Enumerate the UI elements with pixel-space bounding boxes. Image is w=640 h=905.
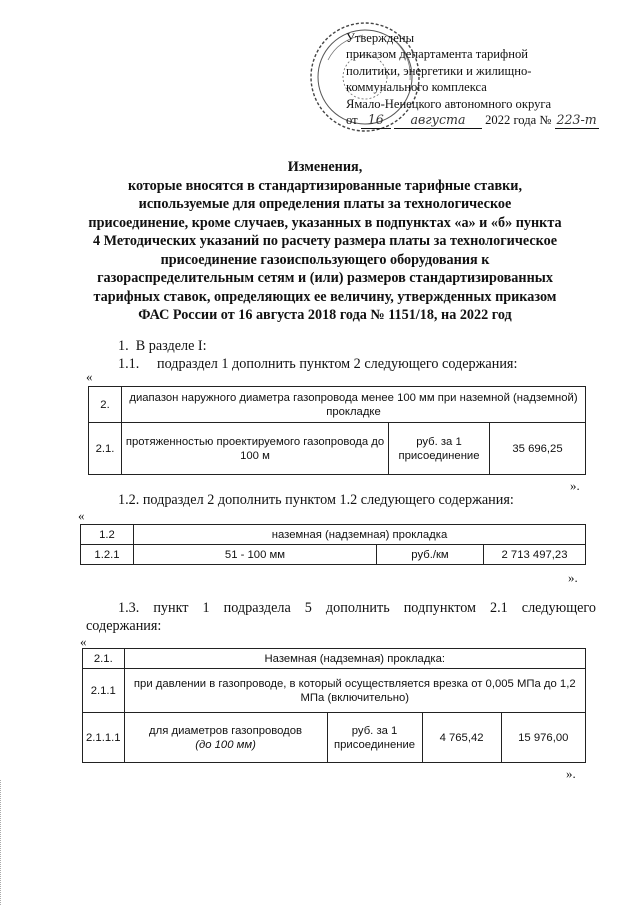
approval-line-3: политики, энергетики и жилищно- [346,63,532,78]
title-line: Изменения, [287,159,363,175]
table-cell-unit: руб. за 1 присоединение [327,713,422,763]
table-row [81,525,586,545]
approval-block [346,30,636,129]
scan-edge-divider [0,780,1,905]
close-quote-2: ». [568,570,578,585]
table-cell-desc: при давлении в газопроводе, в который осуществляется врезка от 0,005 МПа до 1,2 МПа (включительно) [124,669,585,713]
table-row [83,713,586,763]
table-cell-value: 4 765,42 [422,713,501,763]
item-1-3-line-2: содержания: [86,618,162,634]
table-cell-unit: руб. за 1 присоединение [389,423,490,475]
date-day-handwritten: 16 [361,112,391,129]
table-cell-unit: руб./км [377,545,484,565]
table-cell-value: 2 713 497,23 [484,545,586,565]
close-quote-1: ». [570,478,580,493]
approval-date-line [346,112,636,129]
table-1 [88,386,586,475]
title-line: используемые для определения платы за технологическое [138,196,512,212]
approval-line-5: Ямало-Ненецкого автономного округа [346,96,552,111]
table-cell-num: 2. [89,387,122,423]
approval-line-1: Утверждены [346,31,415,45]
table-cell-desc [124,713,327,763]
table-row [81,545,586,565]
open-quote-2: « [78,508,85,523]
title-line: газораспределительным сетям и (или) размеров стандартизированных [97,270,553,286]
table-cell-desc: диапазон наружного диаметра газопровода менее 100 мм при наземной (надземной) прокладке [122,387,586,423]
table-cell-desc-main: для диаметров газопроводов [149,724,303,737]
table-cell-desc: наземная (надземная) прокладка [134,525,586,545]
table-cell-desc-note: (до 100 мм) [195,738,256,751]
table-cell-num: 2.1. [89,423,122,475]
item-1-1-number: 1.1. [118,356,140,372]
table-cell-desc: Наземная (надземная) прокладка: [124,649,585,669]
document-title [60,158,590,325]
close-quote-3: ». [566,766,576,781]
order-number-handwritten: 223-т [555,112,599,129]
item-1-1 [118,356,517,373]
title-line: присоединение газоиспользующего оборудования к [160,251,490,268]
table-cell-num: 2.1.1.1 [83,713,125,763]
table-row [89,387,586,423]
table-cell-value: 15 976,00 [501,713,585,763]
item-1-2: 1.2. подраздел 2 дополнить пунктом 1.2 следующего содержания: [118,492,514,508]
title-line: 4 Методических указаний по расчету размера платы за технологическое [92,233,557,249]
section-1-text: В разделе I: [135,338,207,354]
title-line: ФАС России от 16 августа 2018 года № 1151/18, на 2022 год [138,307,512,323]
date-month-handwritten: августа [394,112,482,129]
approval-line-4: коммунального комплекса [346,80,487,95]
table-3 [82,648,586,763]
table-cell-desc: 51 - 100 мм [134,545,377,565]
table-row [89,423,586,475]
title-line: присоединение, кроме случаев, указанных в подпунктах «а» и «б» пункта [88,214,562,231]
date-year: 2022 года № [485,113,552,128]
table-cell-num: 1.2 [81,525,134,545]
table-row [83,649,586,669]
item-1-1-text: подраздел 1 дополнить пунктом 2 следующего содержания: [157,356,518,372]
approval-line-2: приказом департамента тарифной [346,47,528,62]
section-1-heading [118,338,207,355]
table-cell-num: 2.1.1 [83,669,125,713]
title-line: которые вносятся в стандартизированные тарифные ставки, [127,177,522,194]
table-cell-desc: протяженностью проектируемого газопровода до 100 м [122,423,389,475]
open-quote-1: « [86,369,93,384]
table-cell-num: 2.1. [83,649,125,669]
date-prefix: от [346,113,358,128]
item-1-3-line-1: 1.3. пункт 1 подраздела 5 дополнить подпунктом 2.1 следующего [118,600,596,616]
title-line: тарифных ставок, определяющих ее величину, утвержденных приказом [93,288,557,305]
table-row [83,669,586,713]
table-cell-num: 1.2.1 [81,545,134,565]
section-1-number: 1. [118,338,129,354]
table-cell-value: 35 696,25 [490,423,586,475]
table-2 [80,524,586,565]
open-quote-3: « [80,634,87,649]
